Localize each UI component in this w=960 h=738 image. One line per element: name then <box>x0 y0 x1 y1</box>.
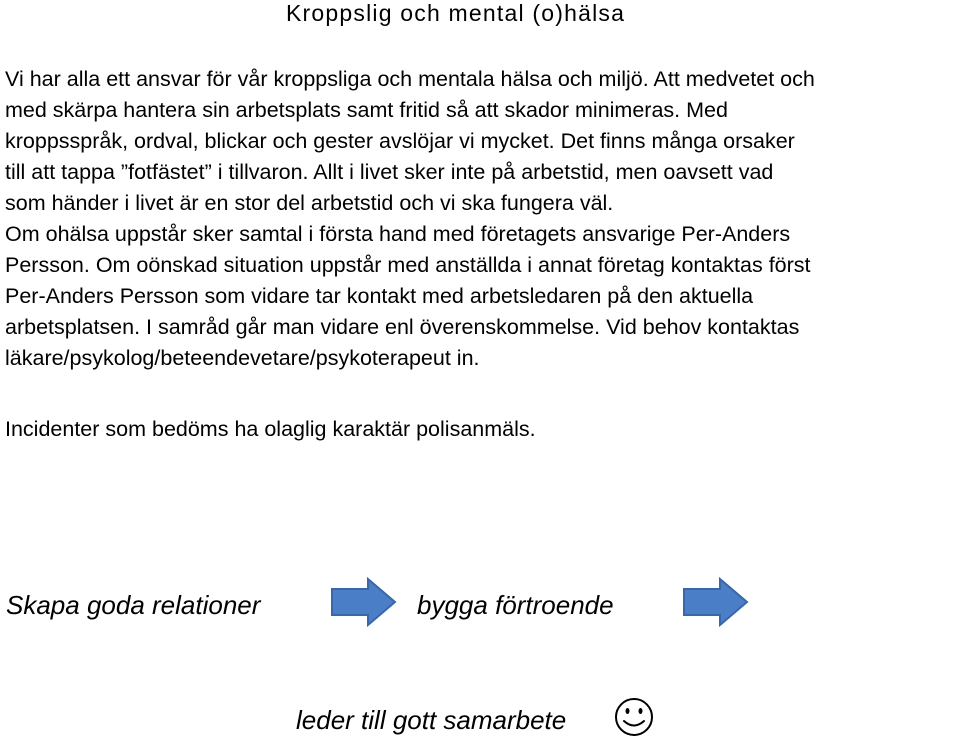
paragraph-line: som händer i livet är en stor del arbetstid och vi ska fungera väl. <box>5 191 614 215</box>
paragraph-line: Om ohälsa uppstår sker samtal i första hand med företagets ansvarige Per-Anders <box>5 222 791 246</box>
paragraph-line: arbetsplatsen. I samråd går man vidare enl överenskommelse. Vid behov kontaktas <box>5 315 800 339</box>
right-arrow-icon <box>330 577 398 627</box>
paragraph-line: kroppsspråk, ordval, blickar och gester avslöjar vi mycket. Det finns många orsaker <box>5 129 795 153</box>
paragraph-line: Per-Anders Persson som vidare tar kontakt med arbetsledaren på den aktuella <box>5 284 754 308</box>
flow-step-trust: bygga förtroende <box>417 590 614 620</box>
flow-step-relations: Skapa goda relationer <box>6 590 261 620</box>
document-title: Kroppslig och mental (o)hälsa <box>286 0 626 26</box>
main-paragraph <box>5 64 957 374</box>
right-arrow-icon <box>682 577 750 627</box>
paragraph-line: till att tappa ”fotfästet” i tillvaron. Allt i livet sker inte på arbetstid, men oavsett vad <box>5 160 774 184</box>
paragraph-line: läkare/psykolog/beteendevetare/psykoterapeut in. <box>5 346 480 370</box>
incident-statement: Incidenter som bedöms ha olaglig karaktär polisanmäls. <box>5 417 536 441</box>
paragraph-line: Vi har alla ett ansvar för vår kroppsliga och mentala hälsa och miljö. Att medvetet och <box>5 67 815 91</box>
paragraph-line: med skärpa hantera sin arbetsplats samt fritid så att skador minimeras. Med <box>5 98 728 122</box>
flow-step-collaboration: leder till gott samarbete <box>296 705 567 735</box>
smiley-icon <box>613 696 655 738</box>
paragraph-line: Persson. Om oönskad situation uppstår med anställda i annat företag kontaktas först <box>5 253 811 277</box>
